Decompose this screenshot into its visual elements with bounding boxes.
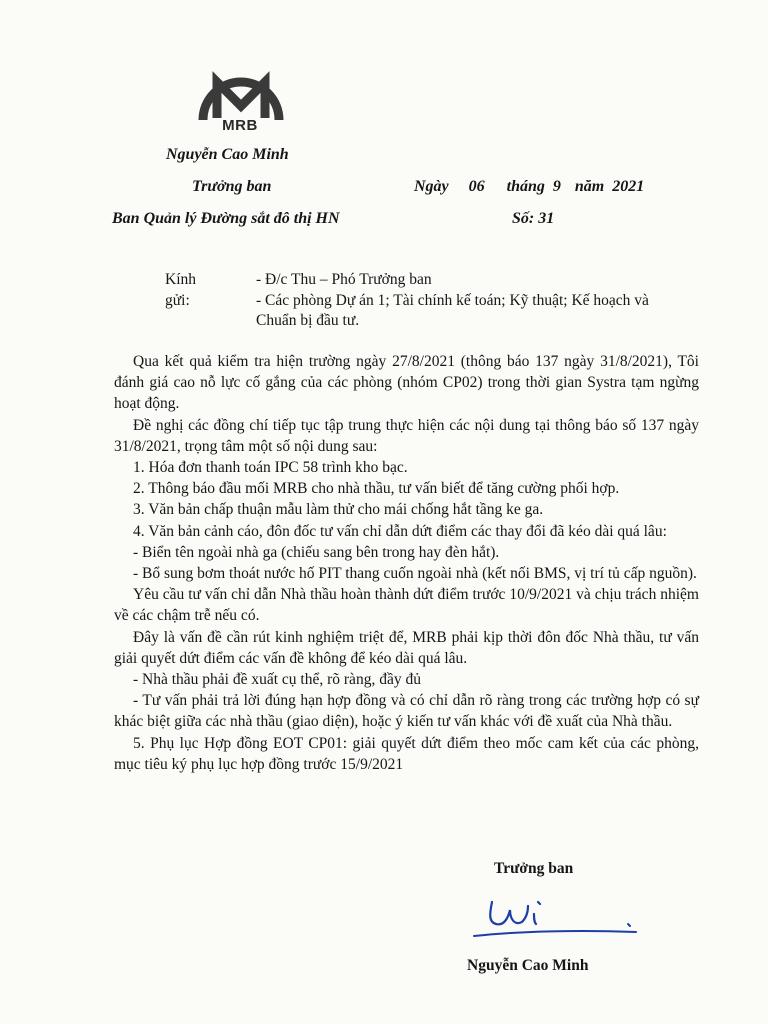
date-year-label: năm	[574, 178, 605, 195]
signature-title: Trưởng ban	[494, 860, 574, 877]
body-paragraph: Yêu cầu tư vấn chỉ dẫn Nhà thầu hoàn thành dứt điểm trước 10/9/2021 và chịu trách nhiệm về các chậm trễ nếu có.	[114, 586, 699, 625]
sender-name: Nguyễn Cao Minh	[166, 146, 289, 163]
number-value: 31	[538, 210, 555, 227]
letter-body	[114, 351, 699, 775]
recipients-list	[256, 270, 676, 332]
sender-title: Trưởng ban	[192, 178, 272, 195]
body-list-item: 5. Phụ lục Hợp đồng EOT CP01: giải quyết dứt điểm theo mốc cam kết của các phòng, mục tiêu ký phụ lục hợp đồng trước 15/9/2021	[114, 734, 699, 773]
body-paragraph: Qua kết quả kiểm tra hiện trường ngày 27/8/2021 (thông báo 137 ngày 31/8/2021), Tôi đánh giá cao nỗ lực cố gắng của các phòng (nhóm CP02) trong thời gian Systra tạm ngừng hoạt động.	[114, 353, 699, 413]
number-label: Số:	[512, 210, 535, 227]
recipients-label: Kính gửi:	[165, 271, 196, 309]
date-line	[414, 178, 644, 196]
body-sub-item: - Bổ sung bơm thoát nước hố PIT thang cuốn ngoài nhà (kết nối BMS, vị trí tủ cấp nguồn).	[133, 565, 697, 583]
recipient-item: - Các phòng Dự án 1; Tài chính kế toán; Kỹ thuật; Kế hoạch và Chuẩn bị đầu tư.	[256, 291, 649, 329]
body-list-item: 3. Văn bản chấp thuận mẫu làm thử cho mái chống hắt tầng ke ga.	[133, 501, 544, 519]
body-paragraph: Đề nghị các đồng chí tiếp tục tập trung thực hiện các nội dung tại thông báo số 137 ngày 31/8/2021, trọng tâm một số nội dung sau:	[114, 416, 699, 455]
date-month: 9	[552, 178, 561, 195]
body-sub-item: - Biển tên ngoài nhà ga (chiếu sang bên trong hay đèn hắt).	[133, 543, 500, 561]
body-sub-item: - Nhà thầu phải đề xuất cụ thể, rõ ràng, đầy đủ	[133, 671, 421, 689]
body-paragraph: Đây là vấn đề cần rút kinh nghiệm triệt để, MRB phải kịp thời đôn đốc Nhà thầu, tư vấn giải quyết dứt điểm các vấn đề không để kéo dài quá lâu.	[114, 628, 699, 667]
organization-name: Ban Quản lý Đường sắt đô thị HN	[112, 210, 340, 227]
recipient-item: - Đ/c Thu – Phó Trưởng ban	[256, 271, 432, 288]
logo-text: MRB	[222, 117, 258, 134]
date-year: 2021	[612, 178, 645, 195]
signature-name: Nguyễn Cao Minh	[467, 957, 589, 974]
document-number	[512, 210, 554, 228]
date-month-label: tháng	[506, 178, 545, 195]
body-sub-item: - Tư vấn phải trả lời đúng hạn hợp đồng và có chỉ dẫn rõ ràng trong các trường hợp có sự khác biệt giữa các nhà thầu (giao diện), hoặc ý kiến tư vấn khác với đề xuất của Nhà thầu.	[114, 692, 699, 731]
date-day: 06	[468, 178, 485, 195]
body-list-item: 1. Hóa đơn thanh toán IPC 58 trình kho bạc.	[133, 459, 408, 477]
handwritten-signature-icon	[470, 890, 640, 945]
body-list-item: 2. Thông báo đầu mối MRB cho nhà thầu, tư vấn biết để tăng cường phối hợp.	[133, 480, 620, 498]
date-day-label: Ngày	[414, 178, 449, 195]
body-list-item: 4. Văn bản cảnh cáo, đôn đốc tư vấn chỉ dẫn dứt điểm các thay đổi đã kéo dài quá lâu:	[133, 522, 667, 540]
